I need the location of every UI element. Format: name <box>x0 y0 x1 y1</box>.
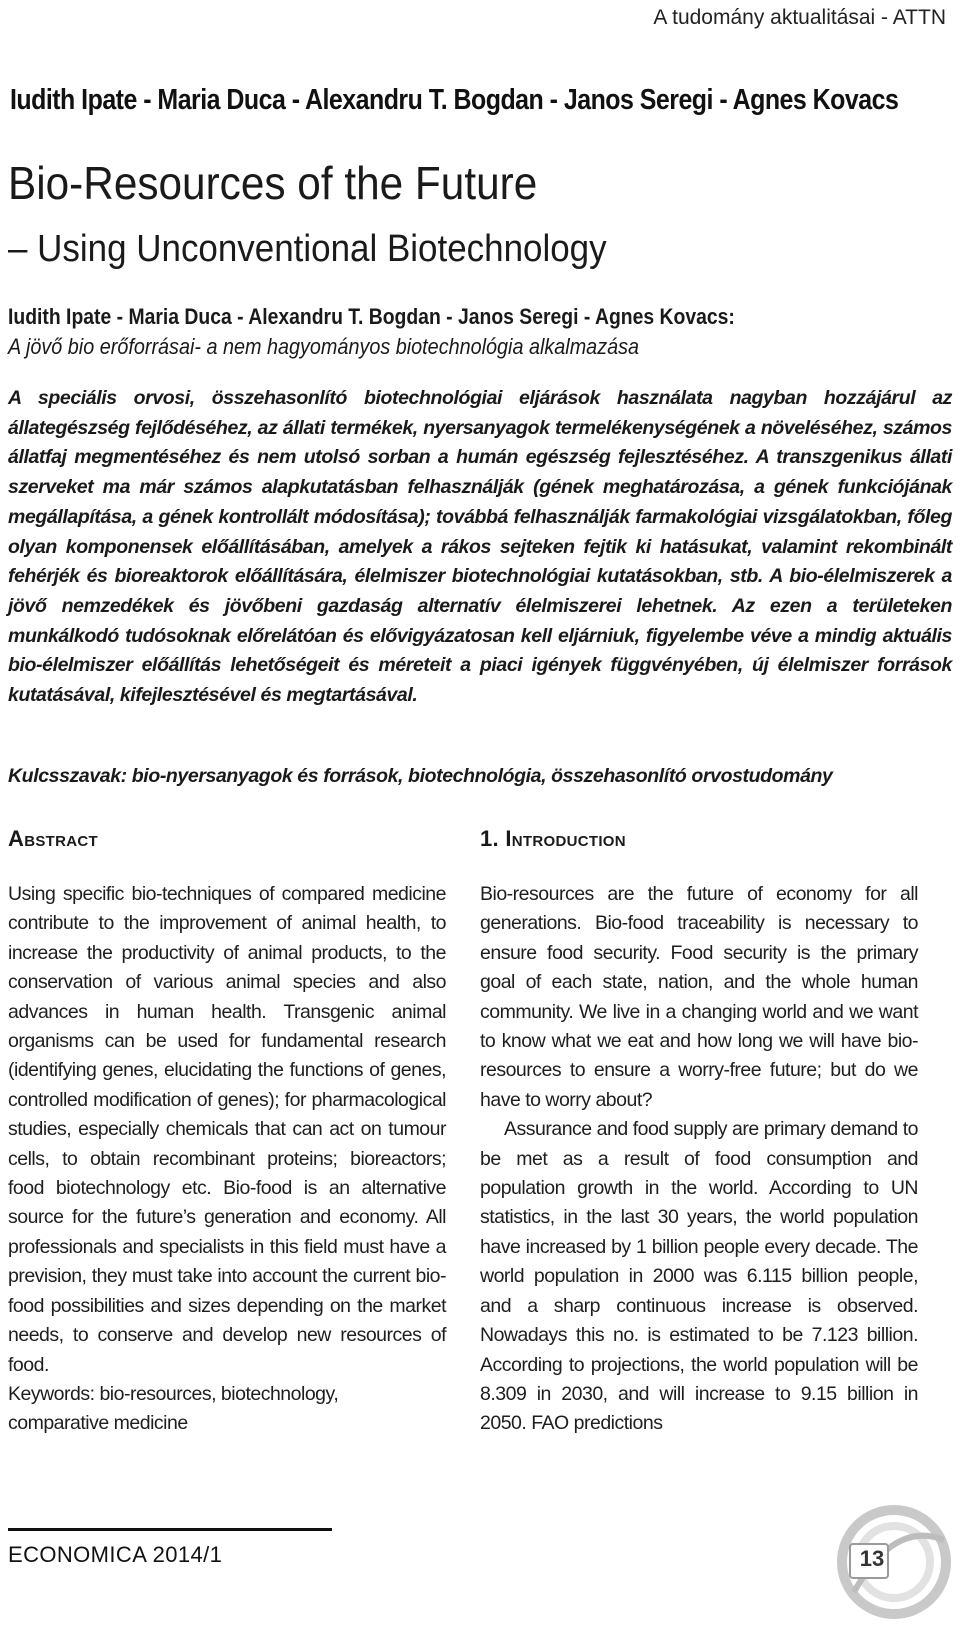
hungarian-keywords: Kulcsszavak: bio-nyersanyagok és források, biotechnológia, összehasonlító orvostudomány <box>8 765 833 787</box>
abstract-keywords-line2: comparative medicine <box>8 1412 188 1435</box>
footer-journal: ECONOMICA 2014/1 <box>8 1542 223 1567</box>
introduction-column <box>480 880 918 1439</box>
abstract-heading: Abstract <box>8 826 98 851</box>
introduction-heading: 1. Introduction <box>480 826 626 851</box>
abstract-column <box>8 880 446 1439</box>
introduction-paragraph-1: Bio-resources are the future of economy for all generations. Bio-food traceability is necessary to ensure food security. Food security is the primary goal of each state, nation, and the whole human community. We live in a changing world and we want to know what we eat and how long we will have bio-resources to ensure a worry-free future; but do we have to worry about? <box>480 883 918 1111</box>
abstract-body: Using specific bio-techniques of compared medicine contribute to the improvement of animal health, to increase the productivity of animal products, to the conservation of various animal species and also advances in human health. Transgenic animal organisms can be used for fundamental research (identifying genes, elucidating the functions of genes, controlled modification of genes); for pharmacological studies, especially chemicals that can act on tumour cells, to obtain recombinant proteins; bioreactors; food biotechnology etc. Bio-food is an alternative source for the future’s generation and economy. All professionals and specialists in this field must have a prevision, they must take into account the current bio-food possibilities and sizes depending on the market needs, to conserve and develop new resources of food. <box>8 883 446 1376</box>
hungarian-title: A jövő bio erőforrásai- a nem hagyományos biotechnológia alkalmazása <box>8 334 640 359</box>
introduction-paragraph-2: Assurance and food supply are primary demand to be met as a result of food consumption and population growth in the world. According to UN statistics, in the last 30 years, the world population have increased by 1 billion people every decade. The world population in 2000 was 6.115 billion people, and a sharp continuous increase is observed. Nowadays this no. is estimated to be 7.123 billion. According to projections, the world population will be 8.309 in 2030, and will increase to 9.15 billion in 2050. FAO predictions <box>480 1118 918 1435</box>
hungarian-authors: Iudith Ipate - Maria Duca - Alexandru T. Bogdan - Janos Seregi - Agnes Kovacs: <box>8 304 735 329</box>
article-authors: Iudith Ipate - Maria Duca - Alexandru T. Bogdan - Janos Seregi - Agnes Kovacs <box>10 84 899 116</box>
article-subtitle: – Using Unconventional Biotechnology <box>8 228 607 270</box>
article-title: Bio-Resources of the Future <box>8 157 538 209</box>
abstract-keywords-line1: Keywords: bio-resources, biotechnology, <box>8 1382 339 1405</box>
footer-rule <box>8 1528 332 1531</box>
hungarian-abstract: A speciális orvosi, összehasonlító biotechnológiai eljárások használata nagyban hozzájárul az állategészség fejlődéséhez, az állati termékek, nyersanyagok termelékenységének a növeléséhez, számos állatfaj megmentéséhez és nem utolsó sorban a humán egészség fejlesztéséhez. A transzgenikus állati szerveket ma már számos alapkutatásban felhasználják (gének meghatározása, a gének funkciójának megállapítása, a gének kontrollált módosítása); továbbá felhasználják farmakológiai vizsgálatokban, főleg olyan komponensek előállításában, amelyek a rákos sejteken fejtik ki hatásukat, valamint rekombinált fehérjék és bioreaktorok előállítására, élelmiszer biotechnológiai kutatásokban, stb. A bio-élelmiszerek a jövő nemzedékek és jövőbeni gazdaság alternatív élelmiszerei lehetnek. Az ezen a területeken munkálkodó tudósoknak előrelátóan és elővigyázatosan kell eljárniuk, figyelembe véve a mindig aktuális bio-élelmiszer előállítás lehetőségeit és méreteit a piaci igények függvényében, új élelmiszer források kutatásával, kifejlesztésével és megtartásával. <box>8 387 952 707</box>
page-number: 13 <box>859 1546 885 1571</box>
running-header: A tudomány aktualitásai - ATTN <box>653 6 946 29</box>
